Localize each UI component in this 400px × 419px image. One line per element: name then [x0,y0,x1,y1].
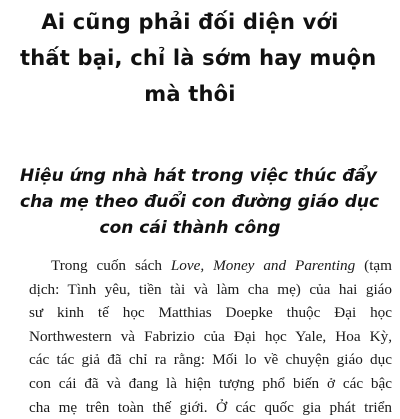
body-line: dịch: Tình yêu, tiền tài và làm cha mẹ) của hai giáo [29,280,392,298]
body-text-run: (tạm [355,257,392,274]
body-line: con cái đã và đang là hiện tượng phổ biến ở các bậc [29,374,392,392]
body-line: sư kinh tế học Matthias Doepke thuộc Đại học [29,304,392,322]
chapter-title-line: Ai cũng phải đối diện với [41,10,339,34]
section-title-line: con cái thành công [99,218,281,238]
book-title: Love, Money and Parenting [170,257,356,274]
body-line: các tác giả đã chỉ ra rằng: Mối lo về chuyện giáo dục [29,351,392,369]
body-line: Northwestern và Fabrizio của Đại học Yale, Hoa Kỳ, [29,327,392,345]
chapter-title-line: mà thôi [144,82,236,106]
body-line: cha mẹ trên toàn thế giới. Ở các quốc gia phát triển [29,398,392,416]
body-paragraph [29,254,392,419]
section-title-line: cha mẹ theo đuổi con đường giáo dục [20,192,380,212]
section-title [20,163,380,241]
chapter-title-line: thất bại, chỉ là sớm hay muộn [20,46,377,70]
body-text-run: Trong cuốn sách [51,257,171,274]
chapter-title [20,4,377,112]
section-title-line: Hiệu ứng nhà hát trong việc thúc đẩy [20,166,377,186]
body-line [51,254,392,278]
